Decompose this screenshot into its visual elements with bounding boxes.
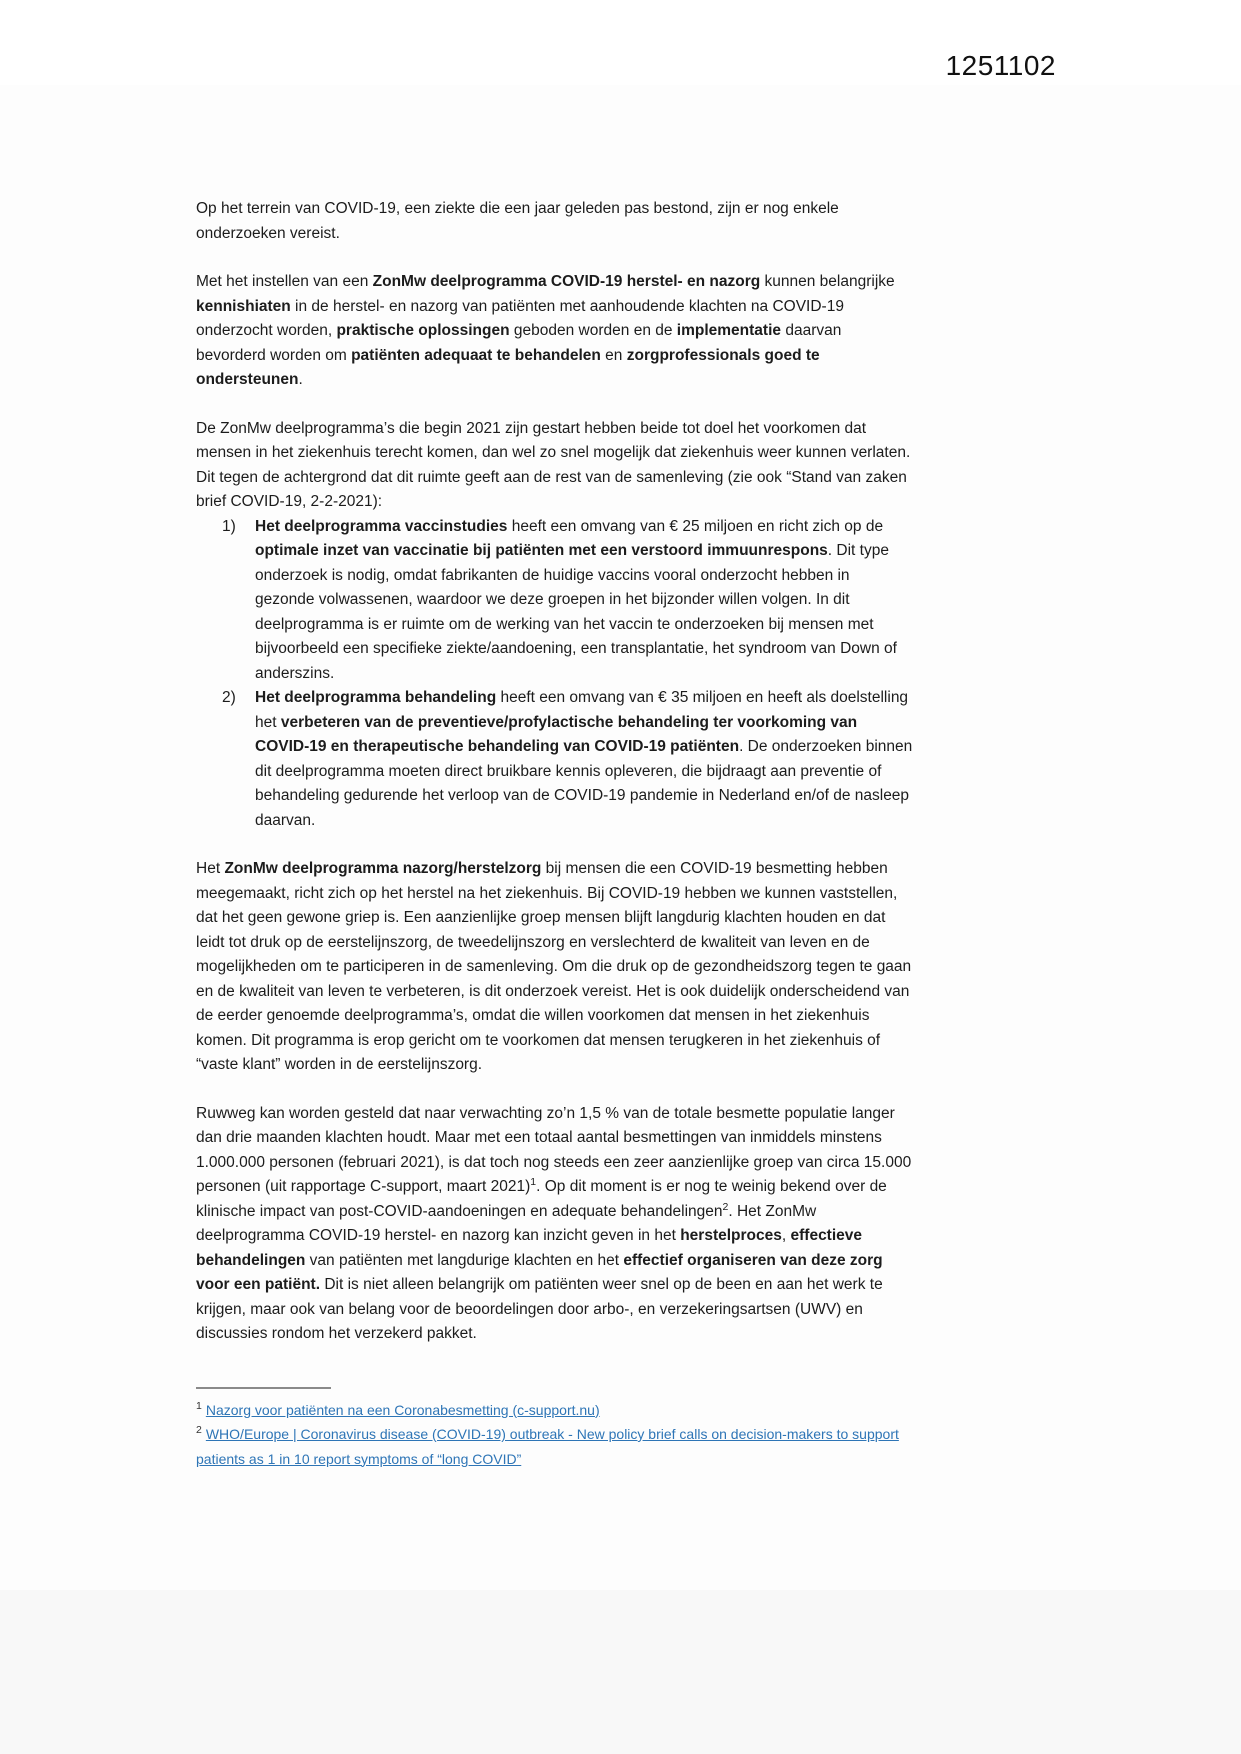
paragraph: [196, 197, 913, 246]
list-item-number: 2): [222, 689, 236, 706]
bold-text-run: herstelproces: [680, 1227, 782, 1244]
bold-text-run: Het deelprogramma behandeling: [255, 689, 497, 706]
text-run: bij mensen die een COVID-19 besmetting hebben meegemaakt, richt zich op het herstel na het ziekenhuis. Bij COVID-19 hebben we kunnen vaststellen, dat het geen gewone griep is. Een aanzienlijke groep mensen blijft langdurig klachten houden en dat leidt tot druk op de eerstelijnszorg, de tweedelijnszorg en verslechterd de kwaliteit van leven en de mogelijkheden om te participeren in de samenleving. Om die druk op de gezondheidszorg tegen te gaan en de kwaliteit van leven te verbeteren, is dit onderzoek vereist. Het is ook duidelijk onderscheidend van de eerder genoemde deelprogramma’s, omdat die willen voorkomen dat mensen in het ziekenhuis komen. Dit programma is erop gericht om te voorkomen dat mensen terugkeren in het ziekenhuis of “vaste klant” worden in de eerstelijnszorg.: [196, 860, 912, 1073]
text-run: ,: [781, 1227, 791, 1244]
bold-text-run: verbeteren van de preventieve/profylactische behandeling ter voorkoming van COVID-19 en therapeutische behandeling van COVID-19 patiënten: [255, 713, 858, 755]
text-run: . Dit type onderzoek is nodig, omdat fabrikanten de huidige vaccins vooral onderzocht hebben in gezonde volwassenen, waardoor we deze groepen in het bijzonder willen volgen. In dit deelprogramma is er ruimte om de werking van het vaccin te onderzoeken bij mensen met bijvoorbeeld een specifieke ziekte/aandoening, een transplantatie, het syndroom van Down of anderszins.: [255, 542, 897, 682]
footnote: [196, 1422, 913, 1471]
text-run: De ZonMw deelprogramma’s die begin 2021 zijn gestart hebben beide tot doel het voorkomen dat mensen in het ziekenhuis terecht komen, dan wel zo snel mogelijk dat ziekenhuis weer kunnen verlaten. Dit tegen de achtergrond dat dit ruimte geeft aan de rest van de samenleving (zie ook “Stand van zaken brief COVID-19, 2-2-2021):: [196, 419, 911, 510]
paragraph: [196, 857, 913, 1078]
bold-text-run: praktische oplossingen: [336, 322, 510, 339]
bold-text-run: patiënten adequaat te behandelen: [351, 346, 601, 364]
bold-text-run: Het deelprogramma vaccinstudies: [255, 517, 508, 535]
document-content: [196, 197, 913, 1471]
text-run: Ruwweg kan worden gesteld dat naar verwachting zo’n 1,5 % van de totale besmette populatie langer dan drie maanden klachten houdt. Maar met een totaal aantal besmettingen van inmiddels minstens 1.000.000 personen (februari 2021), is dat toch nog steeds een zeer aanzienlijke groep van circa 15.000 personen (uit rapportage C-support, maart 2021): [196, 1104, 912, 1195]
bold-text-run: ZonMw deelprogramma COVID-19 herstel- en nazorg: [372, 273, 761, 290]
footnote-link[interactable]: WHO/Europe | Coronavirus disease (COVID-19) outbreak - New policy brief calls on decision-makers to support patients as 1 in 10 report symptoms of “long COVID”: [196, 1426, 899, 1467]
bold-text-run: effectieve behandelingen: [196, 1227, 863, 1269]
text-run: Op het terrein van COVID-19, een ziekte die een jaar geleden pas bestond, zijn er nog enkele onderzoeken vereist.: [196, 200, 839, 242]
text-run: heeft een omvang van € 25 miljoen en richt zich op de: [507, 517, 884, 535]
footnote-reference: 1: [530, 1175, 537, 1188]
text-run: Dit is niet alleen belangrijk om patiënten weer snel op de been en aan het werk te krijgen, maar ook van belang voor de beoordelingen door arbo-, en verzekeringsartsen (UWV) en discussies rondom het verzekerd pakket.: [196, 1276, 883, 1342]
footnote: [196, 1398, 913, 1423]
list-item-text: [255, 686, 913, 833]
bold-text-run: kennishiaten: [196, 297, 291, 315]
text-run: en: [600, 346, 627, 364]
text-run: daarvan bevorderd worden om: [196, 322, 842, 364]
text-run: .: [298, 371, 303, 388]
page-scan-background-bottom: [0, 1590, 1241, 1754]
text-run: . Het ZonMw deelprogramma COVID-19 herstel- en nazorg kan inzicht geven in het: [196, 1202, 817, 1244]
list-item-number: 1): [222, 517, 236, 535]
bold-text-run: implementatie: [676, 322, 782, 339]
numbered-list: [196, 515, 913, 834]
text-run: Met het instellen van een: [196, 273, 373, 290]
footnote-marker: 2: [196, 1424, 202, 1437]
bold-text-run: zorgprofessionals goed te ondersteunen: [196, 346, 820, 388]
footnote-reference: 2: [722, 1200, 729, 1213]
text-run: heeft een omvang van € 35 miljoen en heeft als doelstelling het: [255, 689, 909, 731]
paragraph: [196, 417, 913, 515]
list-item: [196, 686, 913, 833]
text-run: geboden worden en de: [509, 322, 677, 339]
footnote-separator: [196, 1387, 331, 1389]
paragraph: [196, 1102, 913, 1347]
text-run: . De onderzoeken binnen dit deelprogramma moeten direct bruikbare kennis opleveren, die bijdraagt aan preventie of behandeling gedurende het verloop van de COVID-19 pandemie in Nederland en/of de nasleep daarvan.: [255, 738, 913, 829]
text-run: . Op dit moment is er nog te weinig bekend over de klinische impact van post-COVID-aandoeningen en adequate behandelingen: [196, 1178, 887, 1220]
bold-text-run: ZonMw deelprogramma nazorg/herstelzorg: [224, 860, 542, 877]
page-number: 1251102: [945, 50, 1056, 81]
footnotes-section: [196, 1387, 913, 1472]
bold-text-run: effectief organiseren van deze zorg voor een patiënt.: [196, 1251, 883, 1293]
list-item-text: [255, 515, 913, 687]
text-run: Het: [196, 860, 225, 877]
footnote-link[interactable]: Nazorg voor patiënten na een Coronabesmetting (c-support.nu): [205, 1401, 600, 1418]
bold-text-run: optimale inzet van vaccinatie bij patiënten met een verstoord immuunrespons: [255, 542, 828, 559]
list-item: [196, 515, 913, 687]
paragraph: [196, 270, 913, 393]
footnote-marker: 1: [196, 1399, 202, 1412]
text-run: kunnen belangrijke: [760, 273, 895, 290]
text-run: in de herstel- en nazorg van patiënten met aanhoudende klachten na COVID-19 onderzocht worden,: [196, 297, 844, 339]
text-run: van patiënten met langdurige klachten en het: [305, 1251, 624, 1269]
